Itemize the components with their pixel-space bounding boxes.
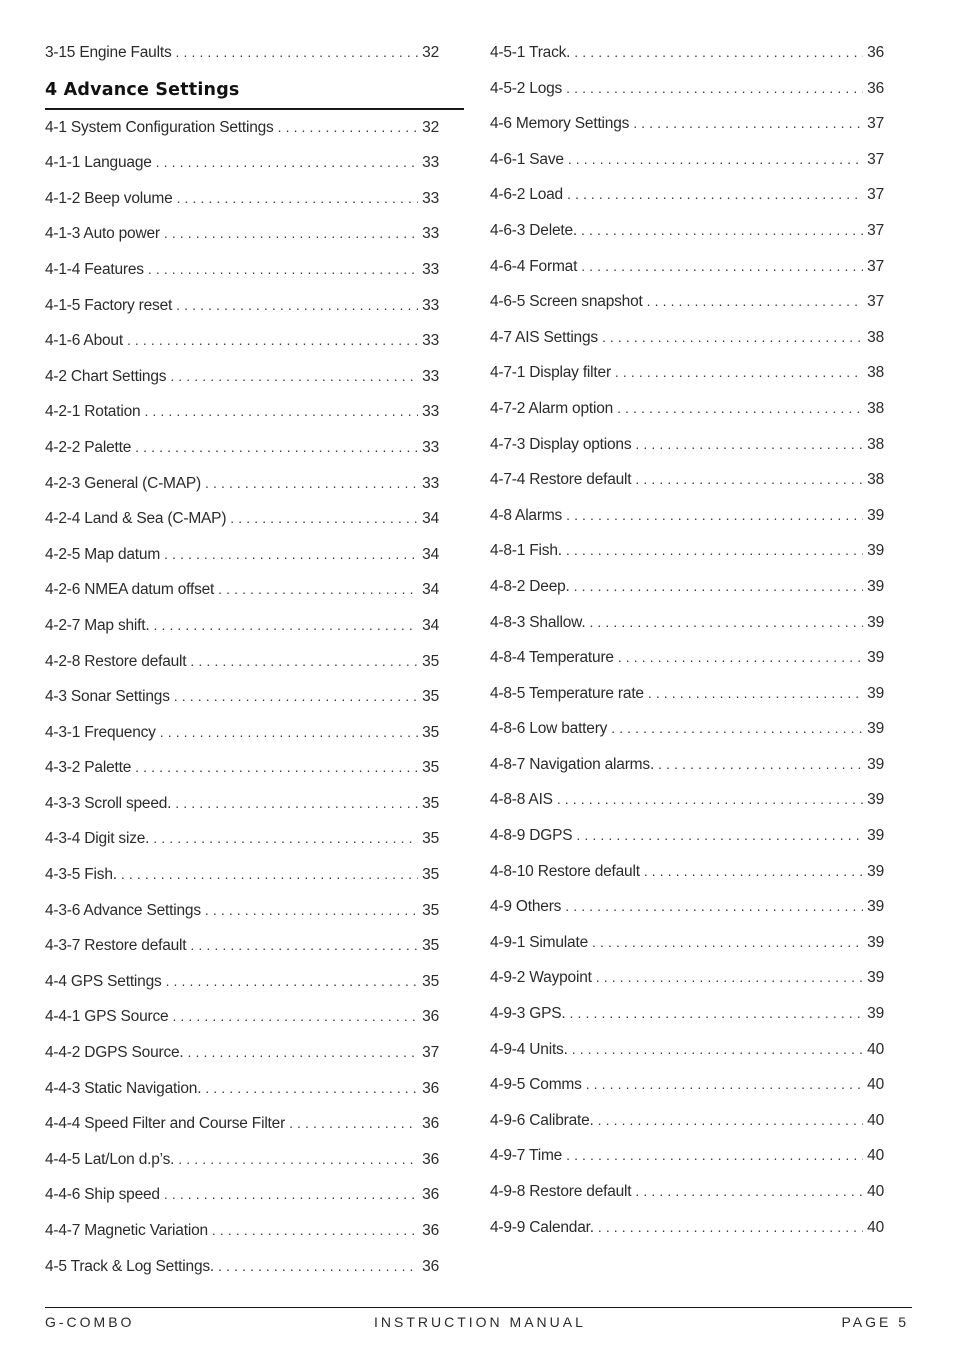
toc-dot-leader [218, 575, 418, 603]
toc-entry[interactable] [45, 291, 439, 327]
toc-entry[interactable] [45, 148, 439, 184]
toc-entry[interactable] [45, 718, 439, 754]
toc-entry-title: 4-7-4 Restore default [490, 471, 632, 489]
toc-entry-title: 4-3-3 Scroll speed. [45, 794, 172, 812]
toc-entry-page: 33 [422, 438, 439, 456]
toc-entry-title: 4-6 Memory Settings [490, 115, 630, 133]
toc-entry-page: 36 [422, 1115, 439, 1133]
toc-entry-title: 4-8-2 Deep. [490, 577, 570, 595]
toc-entry[interactable] [490, 679, 884, 715]
toc-dot-leader [570, 999, 864, 1027]
toc-entry-title: 4-8-4 Temperature [490, 649, 614, 667]
toc-entry-title: 4-3-4 Digit size. [45, 830, 150, 848]
toc-entry-title: 4-9 Others [490, 898, 562, 916]
toc-entry[interactable] [490, 1035, 884, 1071]
toc-entry-title: 4-9-5 Comms [490, 1076, 582, 1094]
toc-entry-page: 33 [422, 474, 439, 492]
toc-dot-leader [156, 148, 419, 176]
toc-entry-page: 39 [867, 969, 884, 987]
toc-entry-page: 38 [867, 435, 884, 453]
toc-dot-leader [648, 679, 863, 707]
toc-dot-leader [557, 785, 863, 813]
toc-entry-title: 4-7 AIS Settings [490, 328, 598, 346]
toc-entry-title: 4-9-1 Simulate [490, 933, 588, 951]
toc-entry[interactable] [490, 216, 884, 252]
toc-dot-leader [602, 323, 863, 351]
toc-entry-title: 4-3-6 Advance Settings [45, 901, 201, 919]
toc-entry-page: 35 [422, 901, 439, 919]
toc-entry-title: 4-1-3 Auto power [45, 225, 160, 243]
toc-entry-title: 4-4 GPS Settings [45, 972, 162, 990]
toc-entry-title: 4-6-5 Screen snapshot [490, 293, 643, 311]
toc-entry[interactable] [45, 682, 439, 718]
toc-dot-leader [635, 465, 863, 493]
toc-entry[interactable] [45, 896, 439, 932]
footer-rule [45, 1307, 912, 1308]
toc-entry[interactable] [490, 501, 884, 537]
toc-dot-leader [175, 789, 418, 817]
toc-entry-title: 4-8-8 AIS [490, 791, 553, 809]
toc-entry[interactable] [45, 540, 439, 576]
toc-dot-leader [568, 145, 863, 173]
toc-dot-leader [576, 821, 863, 849]
toc-entry-page: 40 [867, 1183, 884, 1200]
toc-dot-leader [566, 501, 863, 529]
toc-entry-title: 4-3-7 Restore default [45, 937, 187, 955]
toc-entry-page: 39 [867, 649, 884, 667]
toc-entry[interactable] [490, 180, 884, 216]
toc-entry-title: 4-3-1 Frequency [45, 723, 156, 741]
toc-dot-leader [172, 1002, 418, 1030]
toc-dot-leader [218, 1252, 418, 1280]
toc-entry-page: 37 [867, 257, 884, 275]
toc-pre-section-list [45, 38, 439, 74]
toc-entry-title: 4-7-2 Alarm option [490, 399, 614, 417]
toc-entry[interactable] [490, 323, 884, 359]
toc-entry-page: 36 [422, 1186, 439, 1204]
toc-entry-page: 33 [422, 260, 439, 278]
toc-dot-leader [574, 38, 863, 66]
toc-dot-leader [611, 714, 863, 742]
section-heading-text: 4 Advance Settings [45, 79, 240, 100]
toc-dot-leader [566, 1141, 863, 1169]
toc-dot-leader [170, 362, 418, 390]
toc-entry[interactable] [490, 38, 884, 74]
toc-entry-page: 40 [867, 1040, 884, 1058]
toc-entry-title: 4-9-3 GPS. [490, 1005, 566, 1023]
toc-entry-page: 39 [867, 862, 884, 880]
toc-entry-title: 4-9-6 Calibrate. [490, 1111, 594, 1129]
toc-entry[interactable] [490, 358, 884, 394]
toc-entry[interactable] [45, 433, 439, 469]
toc-entry[interactable] [45, 38, 439, 74]
toc-dot-leader [598, 1213, 863, 1241]
toc-entry-page: 39 [867, 755, 884, 773]
toc-entry-page: 35 [422, 972, 439, 990]
toc-entry-title: 4-8-10 Restore default [490, 862, 640, 880]
toc-entry-page: 36 [422, 1008, 439, 1026]
toc-entry-page: 37 [867, 115, 884, 133]
toc-entry-title: 4-8-5 Temperature rate [490, 684, 644, 702]
toc-dot-leader [174, 682, 418, 710]
toc-dot-leader [572, 1035, 863, 1063]
toc-dot-leader [188, 1038, 419, 1066]
toc-entry-title: 4-8 Alarms [490, 506, 563, 524]
toc-entry-title: 3-15 Engine Faults [45, 44, 172, 61]
toc-entry-title: 4-3-2 Palette [45, 759, 132, 777]
toc-entry-title: 4-4-3 Static Navigation. [45, 1079, 202, 1097]
toc-dot-leader [574, 572, 864, 600]
toc-entry-title: 4-4-7 Magnetic Variation [45, 1222, 208, 1239]
toc-entry-title: 4-1-1 Language [45, 154, 152, 172]
toc-entry-page: 39 [867, 827, 884, 845]
toc-entry-page: 37 [867, 150, 884, 168]
toc-entry-title: 4-1-5 Factory reset [45, 296, 173, 314]
toc-entry-page: 36 [422, 1257, 439, 1275]
toc-entry-page: 38 [867, 328, 884, 346]
toc-entry[interactable] [490, 643, 884, 679]
toc-entry-title: 4-6-1 Save [490, 150, 564, 168]
toc-entry[interactable] [45, 931, 439, 967]
toc-dot-leader [127, 326, 418, 354]
toc-entry[interactable] [490, 394, 884, 430]
toc-entry-page: 35 [422, 759, 439, 777]
toc-entry-page: 35 [422, 937, 439, 955]
toc-entry-page: 36 [422, 1150, 439, 1168]
toc-dot-leader [121, 860, 418, 888]
toc-entry-title: 4-8-7 Navigation alarms. [490, 755, 655, 773]
footer-product-name: G-COMBO [45, 1314, 135, 1330]
toc-entry[interactable] [45, 326, 439, 362]
toc-dot-leader [153, 824, 418, 852]
toc-entry-page: 40 [867, 1218, 884, 1236]
toc-dot-leader [176, 38, 419, 66]
toc-entry[interactable] [45, 967, 439, 1003]
toc-entry[interactable] [45, 860, 439, 896]
toc-dot-leader [647, 287, 864, 315]
toc-dot-leader [565, 892, 863, 920]
toc-entry-page: 33 [422, 296, 439, 314]
toc-dot-leader [160, 718, 418, 746]
toc-entry-title: 4-1-6 About [45, 332, 123, 350]
toc-dot-leader [164, 219, 418, 247]
toc-dot-leader [148, 255, 418, 283]
toc-entry-title: 4-9-8 Restore default [490, 1183, 632, 1200]
toc-entry[interactable] [490, 109, 884, 145]
toc-dot-leader [190, 931, 418, 959]
toc-entry-page: 39 [867, 542, 884, 560]
toc-entry-page: 39 [867, 1005, 884, 1023]
toc-dot-leader [635, 430, 863, 458]
toc-entry-page: 37 [422, 1044, 439, 1062]
toc-entry-page: 40 [867, 1076, 884, 1094]
toc-entry-page: 39 [867, 898, 884, 916]
toc-entry-page: 36 [422, 1222, 439, 1239]
toc-entry[interactable] [490, 821, 884, 857]
toc-entry-page: 35 [422, 652, 439, 670]
toc-entry[interactable] [45, 1216, 439, 1252]
section-heading [45, 76, 464, 110]
toc-entry-title: 4-7-3 Display options [490, 435, 632, 453]
toc-dot-leader [177, 184, 419, 212]
toc-entry-page: 33 [422, 332, 439, 350]
toc-entry-title: 4-7-1 Display filter [490, 364, 611, 382]
toc-dot-leader [166, 967, 419, 995]
toc-dot-leader [567, 180, 863, 208]
toc-dot-leader [598, 1106, 864, 1134]
toc-entry[interactable] [45, 753, 439, 789]
toc-entry-title: 4-1-2 Beep volume [45, 189, 173, 207]
toc-dot-leader [658, 750, 863, 778]
toc-entry[interactable] [45, 469, 439, 505]
toc-left-column [45, 38, 439, 1287]
toc-entry-page: 38 [867, 399, 884, 417]
footer-page-number: PAGE 5 [841, 1314, 909, 1330]
toc-entry[interactable] [45, 1145, 439, 1181]
toc-entry-title: 4-5 Track & Log Settings. [45, 1257, 215, 1275]
toc-dot-leader [135, 433, 418, 461]
toc-entry[interactable] [490, 785, 884, 821]
toc-entry-page: 33 [422, 367, 439, 385]
toc-entry[interactable] [45, 789, 439, 825]
toc-entry[interactable] [45, 1074, 439, 1110]
toc-entry[interactable] [490, 750, 884, 786]
toc-entry-title: 4-4-6 Ship speed [45, 1186, 160, 1204]
toc-entry-title: 4-2 Chart Settings [45, 367, 167, 385]
toc-entry[interactable] [45, 824, 439, 860]
toc-dot-leader [205, 469, 418, 497]
toc-entry-page: 38 [867, 364, 884, 382]
toc-entry-title: 4-1 System Configuration Settings [45, 118, 274, 136]
footer-manual-title: INSTRUCTION MANUAL [374, 1314, 586, 1330]
toc-dot-leader [566, 536, 863, 564]
toc-entry-title: 4-2-5 Map datum [45, 545, 161, 563]
toc-dot-leader [581, 216, 863, 244]
toc-entry[interactable] [490, 287, 884, 323]
toc-dot-leader [205, 1074, 418, 1102]
toc-entry-title: 4-8-3 Shallow. [490, 613, 586, 631]
toc-entry[interactable] [45, 1038, 439, 1074]
toc-entry-page: 39 [867, 577, 884, 595]
toc-entry-page: 36 [867, 79, 884, 97]
toc-entry[interactable] [45, 647, 439, 683]
toc-entry-title: 4-9-2 Waypoint [490, 969, 592, 987]
toc-entry-title: 4-6-2 Load [490, 186, 563, 204]
toc-entry-page: 33 [422, 154, 439, 172]
toc-dot-leader [596, 963, 863, 991]
toc-entry-title: 4-2-2 Palette [45, 438, 132, 456]
toc-entry[interactable] [45, 1180, 439, 1216]
toc-entry-title: 4-3-5 Fish. [45, 866, 117, 884]
toc-dot-leader [212, 1216, 418, 1244]
toc-dot-leader [618, 643, 863, 671]
toc-entry-title: 4-9-4 Units. [490, 1040, 568, 1058]
toc-entry-page: 33 [422, 189, 439, 207]
toc-entry[interactable] [490, 999, 884, 1035]
toc-entry[interactable] [490, 1177, 884, 1213]
toc-entry[interactable] [45, 397, 439, 433]
toc-entry[interactable] [490, 1106, 884, 1142]
toc-dot-leader [230, 504, 418, 532]
toc-entry[interactable] [490, 857, 884, 893]
toc-entry-page: 32 [422, 44, 439, 61]
toc-entry-page: 40 [867, 1147, 884, 1165]
toc-entry-page: 37 [867, 293, 884, 311]
toc-entry[interactable] [45, 1002, 439, 1038]
toc-entry-page: 35 [422, 723, 439, 741]
toc-entry[interactable] [45, 575, 439, 611]
toc-entry[interactable] [45, 1109, 439, 1145]
toc-entry-page: 39 [867, 613, 884, 631]
toc-entry-page: 34 [422, 510, 439, 528]
toc-dot-leader [289, 1109, 418, 1137]
toc-entry-page: 40 [867, 1111, 884, 1129]
toc-entry[interactable] [490, 465, 884, 501]
toc-entry-page: 39 [867, 684, 884, 702]
toc-entry-title: 4-6-4 Format [490, 257, 578, 275]
toc-left-list [45, 113, 439, 1288]
toc-entry[interactable] [490, 1070, 884, 1106]
toc-entry-page: 38 [867, 471, 884, 489]
toc-entry-title: 4-8-9 DGPS [490, 827, 573, 845]
toc-entry-title: 4-8-1 Fish. [490, 542, 562, 560]
toc-entry-page: 32 [422, 118, 439, 136]
toc-entry[interactable] [45, 184, 439, 220]
toc-entry[interactable] [45, 113, 439, 149]
toc-entry[interactable] [45, 219, 439, 255]
toc-right-list [490, 38, 884, 1248]
toc-dot-leader [190, 647, 418, 675]
toc-dot-leader [164, 540, 418, 568]
toc-dot-leader [581, 252, 863, 280]
toc-dot-leader [617, 394, 863, 422]
toc-entry-title: 4-5-1 Track. [490, 44, 571, 61]
toc-dot-leader [205, 896, 418, 924]
toc-entry[interactable] [490, 572, 884, 608]
toc-entry-page: 34 [422, 581, 439, 599]
toc-entry[interactable] [490, 1213, 884, 1249]
toc-right-column [490, 38, 884, 1248]
toc-entry[interactable] [490, 714, 884, 750]
toc-entry-title: 4-4-5 Lat/Lon d.p’s. [45, 1150, 175, 1168]
toc-entry-page: 34 [422, 545, 439, 563]
toc-dot-leader [176, 291, 418, 319]
toc-entry[interactable] [490, 608, 884, 644]
toc-entry[interactable] [490, 892, 884, 928]
toc-entry-page: 36 [422, 1079, 439, 1097]
toc-entry[interactable] [490, 430, 884, 466]
toc-entry-page: 37 [867, 186, 884, 204]
toc-dot-leader [615, 358, 863, 386]
toc-dot-leader [153, 611, 418, 639]
toc-entry-title: 4-2-6 NMEA datum offset [45, 581, 215, 599]
toc-dot-leader [633, 109, 863, 137]
toc-entry[interactable] [490, 145, 884, 181]
toc-entry-page: 37 [867, 221, 884, 239]
toc-entry-page: 33 [422, 403, 439, 421]
toc-entry-title: 4-8-6 Low battery [490, 720, 608, 738]
toc-entry-page: 39 [867, 720, 884, 738]
toc-entry[interactable] [490, 1141, 884, 1177]
toc-entry-title: 4-2-8 Restore default [45, 652, 187, 670]
toc-entry-title: 4-2-3 General (C-MAP) [45, 474, 202, 492]
toc-entry-page: 35 [422, 830, 439, 848]
toc-entry-title: 4-2-7 Map shift. [45, 616, 150, 634]
toc-entry-title: 4-4-1 GPS Source [45, 1008, 169, 1026]
toc-dot-leader [644, 857, 863, 885]
toc-entry-page: 35 [422, 688, 439, 706]
toc-entry-title: 4-1-4 Features [45, 260, 144, 278]
toc-entry-title: 4-2-4 Land & Sea (C-MAP) [45, 510, 227, 528]
toc-entry-page: 39 [867, 506, 884, 524]
toc-entry[interactable] [490, 928, 884, 964]
toc-entry-page: 35 [422, 866, 439, 884]
toc-dot-leader [144, 397, 418, 425]
toc-entry-page: 39 [867, 933, 884, 951]
toc-dot-leader [164, 1180, 418, 1208]
toc-entry-title: 4-3 Sonar Settings [45, 688, 170, 706]
toc-entry-page: 39 [867, 791, 884, 809]
toc-entry-page: 35 [422, 794, 439, 812]
toc-entry-title: 4-4-2 DGPS Source. [45, 1044, 184, 1062]
toc-entry-title: 4-2-1 Rotation [45, 403, 141, 421]
toc-entry-title: 4-5-2 Logs [490, 79, 563, 97]
toc-dot-leader [592, 928, 863, 956]
toc-entry[interactable] [45, 1252, 439, 1288]
toc-entry-title: 4-6-3 Delete. [490, 221, 578, 239]
toc-dot-leader [635, 1177, 863, 1205]
toc-entry[interactable] [490, 963, 884, 999]
toc-entry-title: 4-9-7 Time [490, 1147, 563, 1165]
toc-entry-page: 36 [867, 44, 884, 61]
toc-dot-leader [586, 1070, 863, 1098]
toc-entry-title: 4-9-9 Calendar. [490, 1218, 594, 1236]
toc-entry-title: 4-4-4 Speed Filter and Course Filter [45, 1115, 286, 1133]
toc-entry[interactable] [45, 611, 439, 647]
toc-entry[interactable] [45, 362, 439, 398]
toc-dot-leader [278, 113, 419, 141]
toc-entry-page: 33 [422, 225, 439, 243]
toc-dot-leader [589, 608, 863, 636]
toc-entry[interactable] [490, 74, 884, 110]
toc-entry[interactable] [490, 536, 884, 572]
toc-dot-leader [566, 74, 863, 102]
toc-entry[interactable] [490, 252, 884, 288]
toc-dot-leader [135, 753, 418, 781]
toc-entry[interactable] [45, 504, 439, 540]
toc-entry-page: 34 [422, 616, 439, 634]
toc-dot-leader [178, 1145, 418, 1173]
toc-entry[interactable] [45, 255, 439, 291]
